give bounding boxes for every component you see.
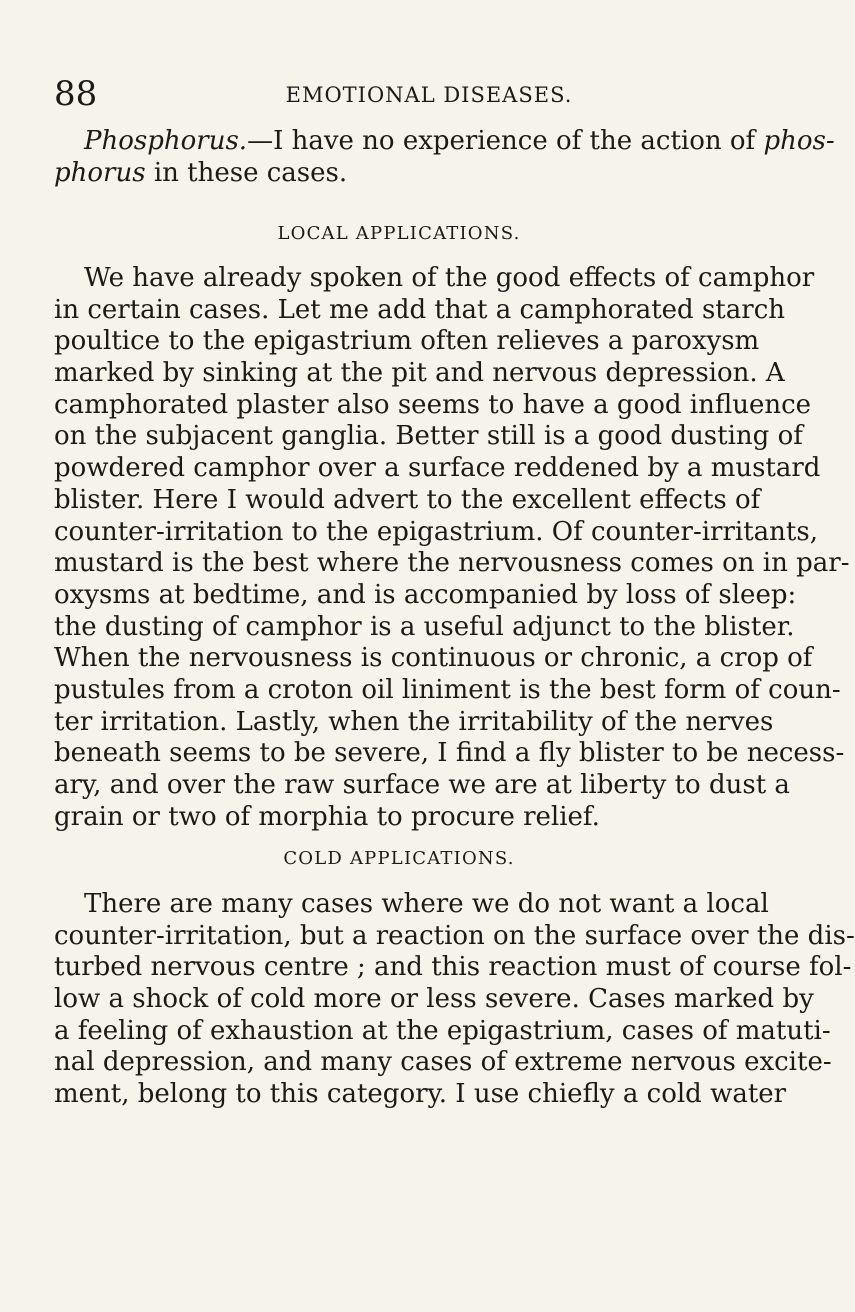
text-line: in certain cases. Let me add that a camphorated starch [54,294,785,325]
text-line: turbed nervous centre ; and this reaction must of course fol- [54,952,852,983]
text-run: —I have no experience of the action of [247,126,764,156]
text-line: counter-irritation, but a reaction on the surface over the dis- [54,920,855,951]
text-line: blister. Here I would advert to the excellent effects of [54,484,761,515]
text-line: poultice to the epigastrium often relieves a paroxysm [54,326,760,357]
running-head: EMOTIONAL DISEASES. [285,83,573,107]
section-title-local: LOCAL APPLICATIONS. [277,223,521,244]
text-line: When the nervousness is continuous or chronic, a crop of [54,643,813,674]
text-line: There are many cases where we do not want a local [84,889,769,919]
text-line [54,158,744,190]
text-line: low a shock of cold more or less severe. Cases marked by [54,984,814,1015]
text-line: ment, belong to this category. I use chiefly a cold water [54,1079,787,1110]
text-line: beneath seems to be severe, I find a fly blister to be necess- [54,738,845,769]
section-title-cold: COLD APPLICATIONS. [283,848,515,869]
text-line: mustard is the best where the nervousness comes on in par- [54,548,850,579]
text-run: in these cases. [145,157,348,188]
text-run: phorus [54,157,146,188]
page-number: 88 [54,74,98,114]
text-line: We have already spoken of the good effects of camphor [84,263,815,293]
text-line: on the subjacent ganglia. Better still is a good dusting of [54,421,803,452]
phosphorus-paragraph [54,126,835,189]
page-header [54,74,744,114]
text-line: nal depression, and many cases of extreme nervous excite- [54,1047,832,1078]
text-line: oxysms at bedtime, and is accompanied by loss of sleep: [54,579,797,610]
cold-applications-paragraph [54,889,855,1111]
text-line: marked by sinking at the pit and nervous depression. A [54,358,785,389]
text-line: counter-irritation to the epigastrium. Of counter-irritants, [54,516,818,547]
text-line: powdered camphor over a surface reddened by a mustard [54,453,821,484]
text-line: grain or two of morphia to procure relief. [54,801,600,832]
text-line: camphorated plaster also seems to have a good influence [54,389,812,420]
text-line: ter irritation. Lastly, when the irritability of the nerves [54,706,774,737]
text-line [54,126,835,158]
text-run: phos- [763,126,835,156]
text-line: a feeling of exhaustion at the epigastrium, cases of matuti- [54,1015,831,1046]
text-line: the dusting of camphor is a useful adjunct to the blister. [54,611,795,642]
phosphorus-lead: Phosphorus. [84,126,248,156]
text-line: ary, and over the raw surface we are at liberty to dust a [54,770,790,800]
local-applications-paragraph [54,263,850,833]
text-line: pustules from a croton oil liniment is the best form of coun- [54,674,841,705]
